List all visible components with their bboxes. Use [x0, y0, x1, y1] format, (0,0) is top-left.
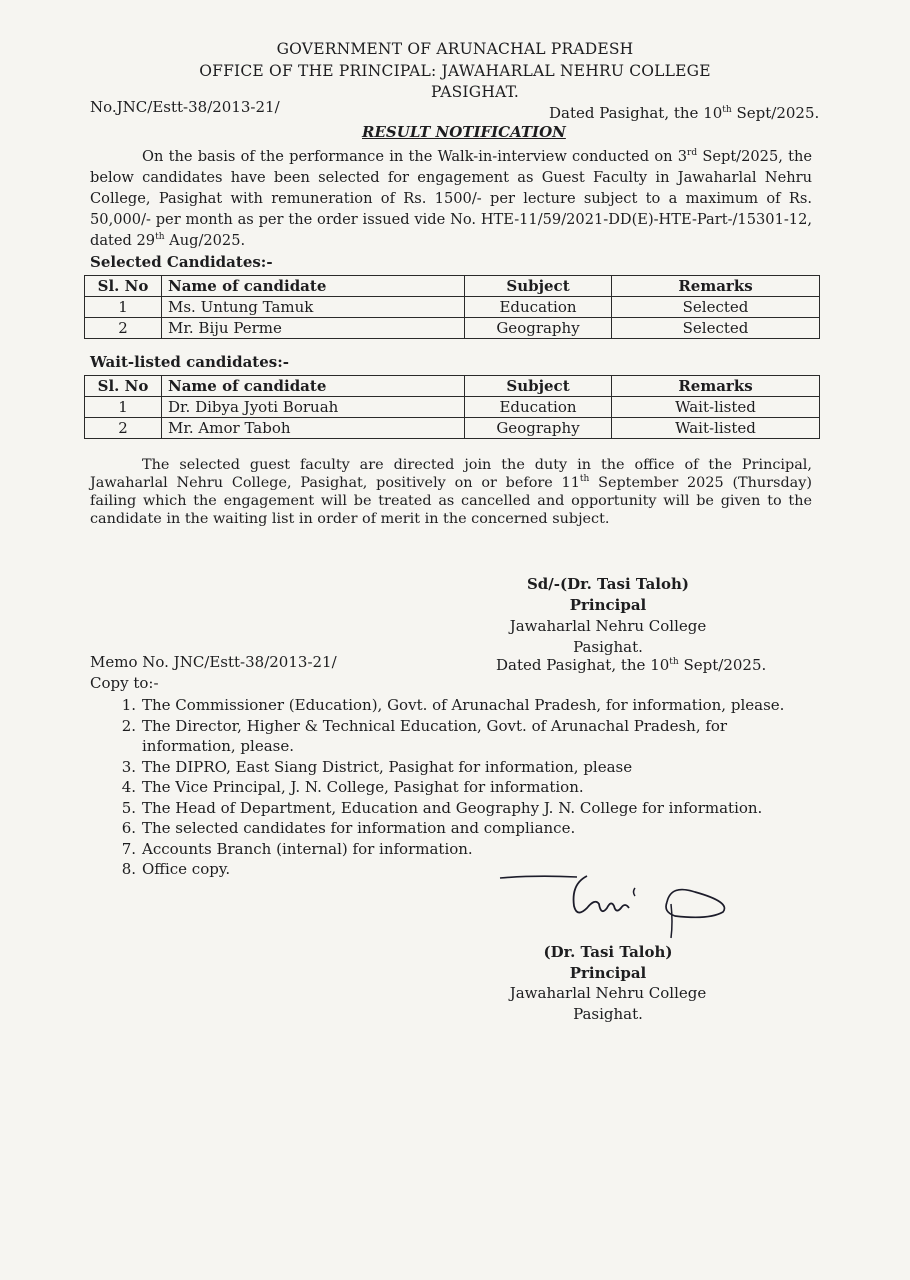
table-row [85, 297, 820, 318]
memo-date: Dated Pasighat, the 10th Sept/2025. [496, 656, 767, 674]
table-header-row [85, 276, 820, 297]
list-item: 5. The Head of Department, Education and Geography J. N. College for information. [121, 798, 763, 817]
cell-remarks: Selected [612, 297, 820, 318]
cell-name: Dr. Dibya Jyoti Boruah [162, 397, 465, 418]
header-name: Name of candidate [162, 276, 465, 297]
header-place: PASIGHAT. [431, 83, 519, 101]
cell-subject: Geography [465, 418, 612, 439]
table-row [85, 397, 820, 418]
handwritten-signature [495, 862, 745, 944]
cell-subject: Education [465, 397, 612, 418]
header-office: OFFICE OF THE PRINCIPAL: JAWAHARLAL NEHRU COLLEGE [199, 62, 711, 80]
signatory-name: (Dr. Tasi Taloh) [543, 943, 673, 961]
cell-remarks: Wait-listed [612, 397, 820, 418]
waitlisted-heading: Wait-listed candidates:- [90, 353, 289, 371]
list-item: 8. Office copy. [121, 860, 231, 878]
cell-sl: 2 [85, 418, 162, 439]
signatory-sd: Sd/-(Dr. Tasi Taloh) [526, 575, 690, 593]
intro-paragraph: On the basis of the performance in the Walk-in-interview conducted on 3rd Sept/2025, the below candidates have been selected for engagement as Guest Faculty in Jawaharlal Nehru College, Pasighat with remuneration of Rs. 1500/- per lecture subject to a maximum of Rs. 50,000/- per month as per the order issued vide No. HTE-11/59/2021-DD(E)-HTE-Part-/15301-12, dated 29th Aug/2025. [90, 148, 812, 249]
list-item: 7. Accounts Branch (internal) for information. [121, 839, 473, 858]
signatory-designation: Principal [569, 596, 647, 614]
header-government: GOVERNMENT OF ARUNACHAL PRADESH [276, 40, 634, 58]
cell-remarks: Wait-listed [612, 418, 820, 439]
signature-block-2 [473, 942, 743, 1024]
table-header-row [85, 376, 820, 397]
list-item: 6. The selected candidates for information and compliance. [121, 819, 576, 837]
cell-name: Mr. Amor Taboh [162, 418, 465, 439]
table-row [85, 318, 820, 339]
signatory-designation: Principal [569, 963, 647, 982]
signatory-college: Jawaharlal Nehru College [509, 617, 707, 635]
signature-block-1 [473, 574, 743, 658]
notice-date: Dated Pasighat, the 10th Sept/2025. [549, 104, 820, 122]
header-name: Name of candidate [162, 376, 465, 397]
table-row [85, 418, 820, 439]
list-item: 3. The DIPRO, East Siang District, Pasighat for information, please [121, 757, 633, 776]
cell-sl: 1 [85, 397, 162, 418]
header-subject: Subject [465, 276, 612, 297]
document-title: RESULT NOTIFICATION [362, 123, 566, 141]
memo-number: Memo No. JNC/Estt-38/2013-21/ [90, 653, 337, 671]
copy-list [110, 695, 810, 880]
signatory-college: Jawaharlal Nehru College [509, 984, 707, 1002]
directive-paragraph: The selected guest faculty are directed join the duty in the office of the Principal, Jawaharlal Nehru College, Pasighat, positively on or before 11th September 2025 (Thursday) failing which the engagement will be treated as cancelled and opportunity will be given to the candidate in the waiting list in order of merit in the concerned subject. [90, 457, 812, 527]
cell-name: Mr. Biju Perme [162, 318, 465, 339]
cell-name: Ms. Untung Tamuk [162, 297, 465, 318]
cell-subject: Education [465, 297, 612, 318]
waitlisted-table [84, 375, 820, 439]
list-item: 1. The Commissioner (Education), Govt. of Arunachal Pradesh, for information, please. [121, 696, 785, 714]
list-item: 4. The Vice Principal, J. N. College, Pasighat for information. [121, 778, 584, 796]
reference-number: No.JNC/Estt-38/2013-21/ [90, 98, 280, 116]
header-remarks: Remarks [612, 276, 820, 297]
cell-remarks: Selected [612, 318, 820, 339]
header-sl: Sl. No [85, 376, 162, 397]
selected-heading: Selected Candidates:- [90, 253, 273, 271]
cell-subject: Geography [465, 318, 612, 339]
copy-to-label: Copy to:- [90, 674, 159, 692]
list-item: 2. The Director, Higher & Technical Education, Govt. of Arunachal Pradesh, for information, please. [121, 716, 728, 755]
cell-sl: 2 [85, 318, 162, 339]
header-sl: Sl. No [85, 276, 162, 297]
signatory-place: Pasighat. [573, 638, 643, 656]
header-remarks: Remarks [612, 376, 820, 397]
cell-sl: 1 [85, 297, 162, 318]
signatory-place: Pasighat. [573, 1004, 643, 1023]
header-subject: Subject [465, 376, 612, 397]
selected-table [84, 275, 820, 339]
